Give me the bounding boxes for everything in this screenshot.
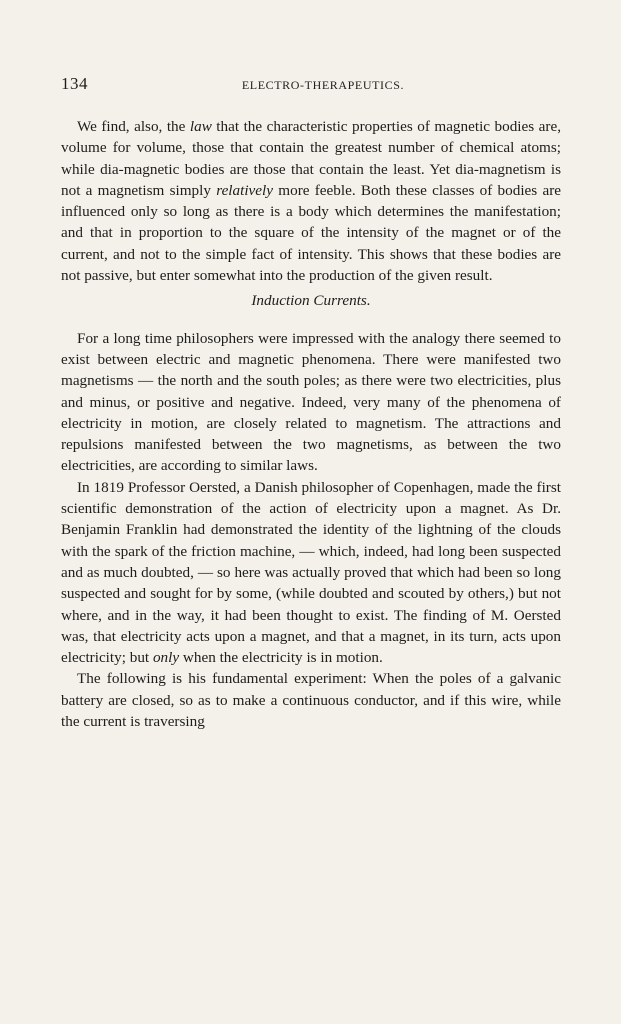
paragraph-text: In 1819 Professor Oersted, a Danish philosopher of Copenhagen, made the first scientific demonstration of the action of electricity upon a magnet. As Dr. Benjamin Franklin had demonstrated the identity of the lightning of the clouds with the spark of the friction machine, — which, indeed, had long been suspected and as much doubted, — so here was actually proved that which had been so long suspected and sought for by some, (while doubted and scouted by others,) but not where, and in the way, it had been thought to exist. The finding of M. Oersted was, that electricity acts upon a magnet, and that a magnet, in its turn, acts upon electricity; but (61, 478, 561, 667)
paragraph-analogy: For a long time philosophers were impressed with the analogy there seemed to exist between electric and magnetic phenomena. There were manifested two magnetisms — the north and the south poles; as there were two electricities, plus and minus, or positive and negative. Indeed, very many of the phenomena of electricity in motion, are closely related to magnetism. The attractions and repulsions manifested between the two magnetisms, as between the two electricities, are according to similar laws. (61, 329, 561, 475)
paragraph-text: that the characteristic properties of magnetic bodies are, volume for volume, those that contain the greatest number of chemical atoms; while dia-magnetic bodies are those that contain the least. Yet dia-magnetism is not a magnetism simply (61, 118, 561, 199)
book-page (61, 74, 561, 732)
paragraph-dia-magnetism (61, 116, 561, 286)
paragraph-text: when the electricity is in motion. (179, 649, 383, 667)
paragraph-oersted (61, 477, 561, 669)
paragraph-text: We find, also, the (77, 118, 190, 135)
page-number: 134 (61, 74, 88, 93)
paragraph-experiment: The following is his fundamental experiment: When the poles of a galvanic battery are closed, so as to make a continuous conductor, and if this wire, while the current is traversing (61, 670, 561, 731)
emphasis-law: law (189, 118, 212, 135)
running-title: ELECTRO-THERAPEUTICS. (241, 78, 405, 92)
paragraph-text: more feeble. Both these classes of bodies are influenced only so long as there is a body which determines the manifestation; and that in proportion to the square of the intensity of the magnet or of the current, and not to the simple fact of intensity. This shows that these bodies are not passive, but enter somewhat into the production of the given result. (61, 181, 561, 285)
emphasis-relatively: relatively (216, 181, 274, 199)
section-heading: Induction Currents. (251, 292, 371, 310)
running-head (61, 74, 561, 102)
emphasis-only: only (152, 649, 180, 667)
